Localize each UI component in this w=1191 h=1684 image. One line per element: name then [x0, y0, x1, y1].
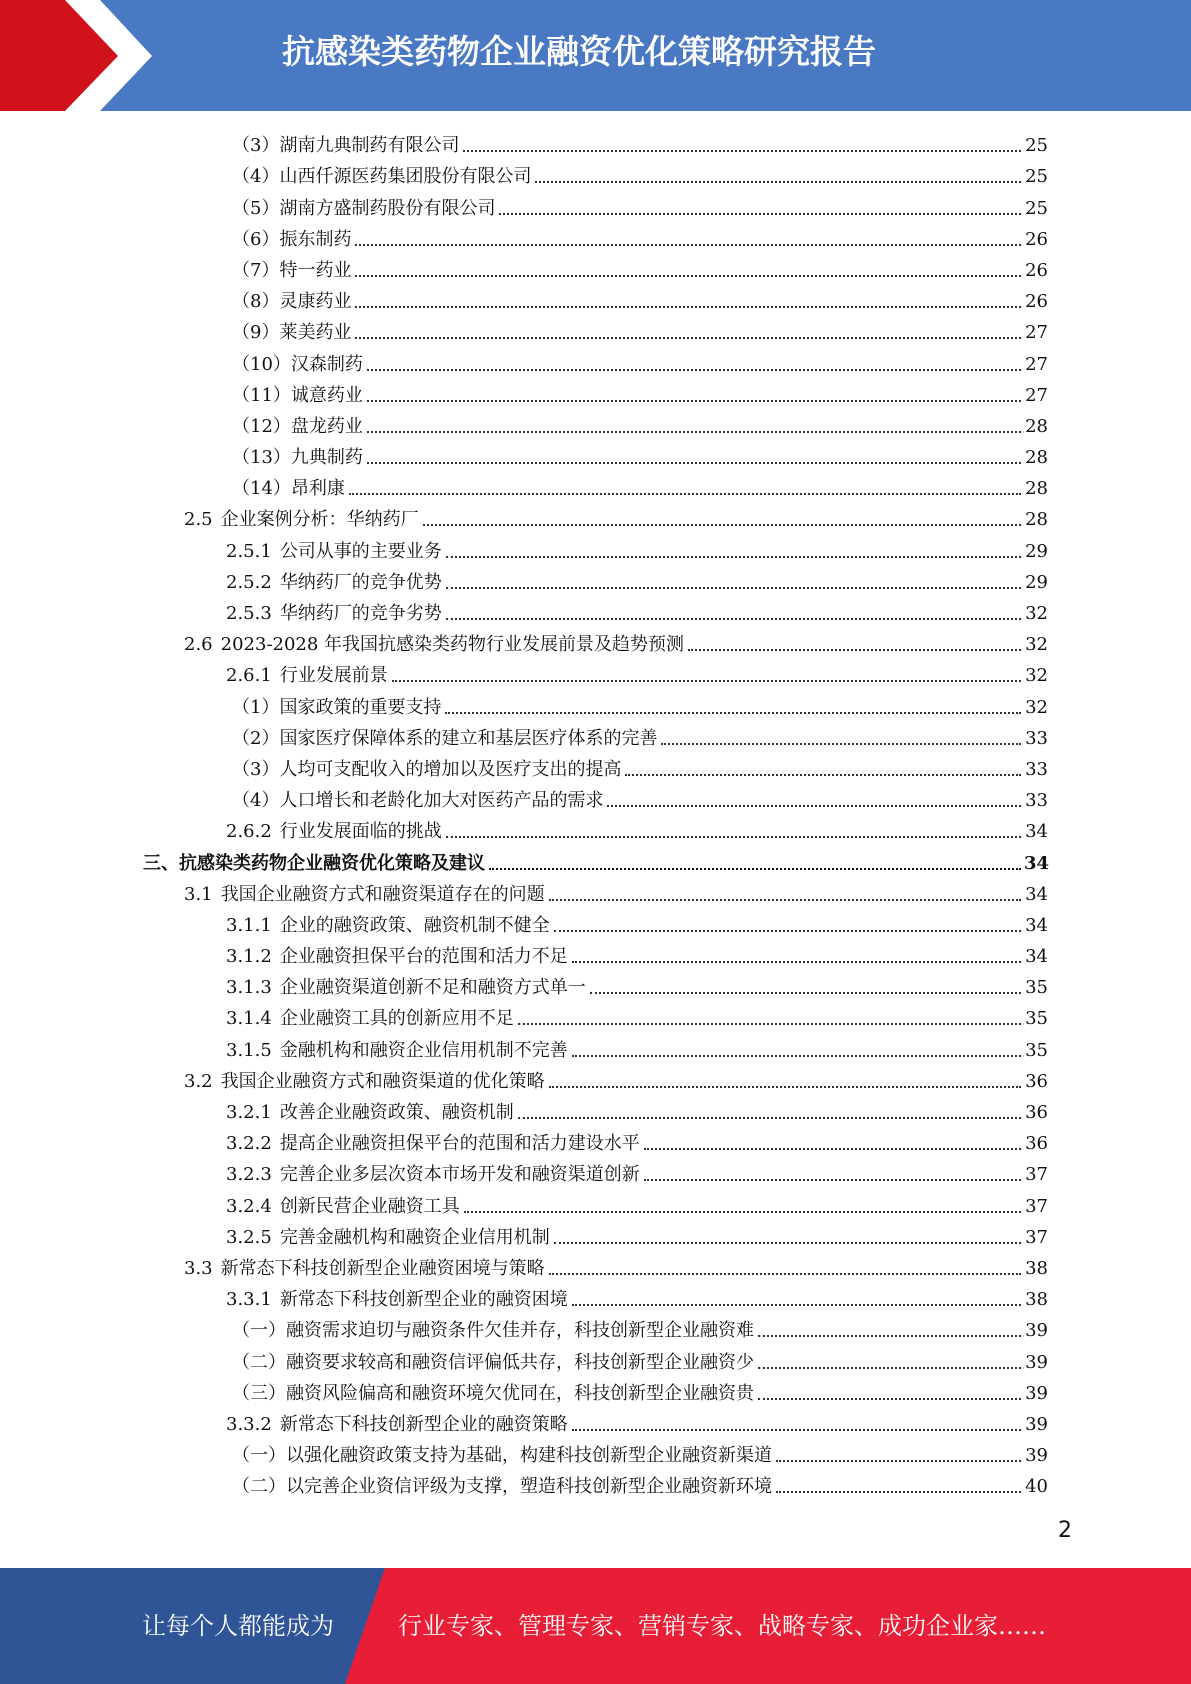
toc-entry-title: 完善金融机构和融资企业信用机制 [279, 1226, 550, 1248]
toc-entry-title: 我国企业融资方式和融资渠道存在的问题 [220, 883, 545, 905]
toc-entry-number: 2.5.2 [226, 571, 272, 593]
toc-entry-title: 融资风险偏高和融资环境欠优同在，科技创新型企业融资贵 [286, 1382, 754, 1404]
toc-entry-page: 36 [1025, 1070, 1048, 1092]
toc-leader-dots [349, 493, 1021, 495]
toc-entry-title: 金融机构和融资企业信用机制不完善 [279, 1039, 568, 1061]
toc-entry-number: 3.2.3 [226, 1164, 272, 1186]
toc-entry-page: 34 [1025, 946, 1048, 968]
toc-entry-page: 29 [1025, 540, 1048, 562]
toc-entry-title: 灵康药业 [279, 291, 352, 313]
toc-leader-dots [549, 1086, 1021, 1088]
toc-leader-dots [644, 1148, 1021, 1150]
toc-entry-title: 人均可支配收入的增加以及医疗支出的提高 [279, 758, 622, 780]
toc-entry-title: 华纳药厂的竞争优势 [279, 571, 442, 593]
toc-leader-dots [572, 1055, 1021, 1057]
toc-entry[interactable] [0, 188, 1191, 219]
toc-entry-number: 3.2.4 [226, 1195, 272, 1217]
toc-entry[interactable] [0, 563, 1191, 594]
toc-entry[interactable] [0, 1124, 1191, 1155]
toc-entry-number: （一） [232, 1320, 286, 1342]
toc-leader-dots [644, 1179, 1021, 1181]
toc-entry-title: 以强化融资政策支持为基础，构建科技创新型企业融资新渠道 [286, 1445, 772, 1467]
toc-entry-title: 企业的融资政策、融资机制不健全 [279, 914, 550, 936]
toc-leader-dots [355, 337, 1021, 339]
toc-entry-number: 3.1.1 [226, 914, 272, 936]
toc-entry-number: 3.3.1 [226, 1289, 272, 1311]
toc-entry-page: 26 [1025, 291, 1048, 313]
toc-entry-number: （8） [232, 291, 280, 313]
toc-leader-dots [572, 961, 1021, 963]
footer-slogan-left: 让每个人都能成为 [142, 1612, 334, 1640]
toc-entry[interactable] [0, 282, 1191, 313]
toc-leader-dots [445, 712, 1021, 714]
toc-entry-page: 35 [1025, 1008, 1048, 1030]
toc-entry[interactable] [0, 1249, 1191, 1280]
toc-entry-number: 3.2.2 [226, 1133, 272, 1155]
toc-entry[interactable] [0, 469, 1191, 500]
toc-entry-page: 27 [1025, 322, 1048, 344]
toc-entry[interactable] [0, 407, 1191, 438]
toc-entry-number: 3.1.3 [226, 977, 272, 999]
toc-entry-page: 36 [1025, 1102, 1048, 1123]
toc-entry-page: 32 [1025, 665, 1048, 687]
toc-entry-page: 33 [1025, 727, 1048, 749]
toc-entry-page: 26 [1025, 228, 1048, 250]
toc-entry-page: 32 [1025, 696, 1048, 718]
toc-entry[interactable] [0, 531, 1191, 562]
toc-leader-dots [446, 618, 1021, 620]
toc-entry-number: 3.1.4 [226, 1008, 272, 1030]
toc-entry-page: 37 [1025, 1164, 1048, 1186]
toc-entry-number: 3.3 [184, 1257, 213, 1279]
toc-entry-number: （3） [232, 758, 280, 780]
toc-leader-dots [572, 1304, 1021, 1306]
toc-leader-dots [367, 400, 1021, 402]
toc-entry-title: 昂利康 [290, 478, 345, 500]
toc-leader-dots [446, 556, 1021, 558]
toc-entry-number: 2.5.3 [226, 603, 272, 624]
toc-entry-title: 改善企业融资政策、融资机制 [279, 1102, 514, 1123]
toc-leader-dots [367, 431, 1021, 433]
toc-leader-dots [688, 649, 1021, 651]
toc-entry[interactable] [0, 220, 1191, 251]
toc-entry-page: 38 [1025, 1257, 1048, 1279]
toc-entry-page: 28 [1025, 509, 1048, 531]
toc-entry-page: 33 [1025, 758, 1048, 780]
toc-entry[interactable] [0, 1342, 1191, 1373]
toc-entry-number: 三、 [143, 852, 179, 874]
toc-leader-dots [355, 244, 1021, 246]
toc-entry[interactable] [0, 157, 1191, 188]
toc-entry-title: 湖南方盛制药股份有限公司 [279, 197, 496, 219]
toc-leader-dots [355, 275, 1021, 277]
toc-leader-dots [367, 369, 1021, 371]
footer-band [0, 1568, 1191, 1684]
header-band [0, 0, 1191, 111]
toc-entry-title: 创新民营企业融资工具 [279, 1195, 460, 1217]
toc-leader-dots [549, 899, 1021, 901]
toc-entry-title: 行业发展前景 [279, 665, 388, 687]
toc-entry[interactable] [0, 1280, 1191, 1311]
toc-entry-title: 我国企业融资方式和融资渠道的优化策略 [220, 1070, 545, 1092]
toc-entry-title: 企业融资渠道创新不足和融资方式单一 [279, 977, 586, 999]
toc-entry[interactable] [0, 376, 1191, 407]
table-of-contents [0, 126, 1191, 1498]
toc-entry-number: （5） [232, 197, 280, 219]
toc-entry-title: 企业融资担保平台的范围和活力不足 [279, 946, 568, 968]
toc-entry-title: 新常态下科技创新型企业融资困境与策略 [220, 1257, 545, 1279]
toc-entry[interactable] [0, 1093, 1191, 1124]
toc-entry-page: 40 [1025, 1476, 1048, 1498]
toc-entry-page: 38 [1025, 1289, 1048, 1311]
toc-leader-dots [446, 836, 1021, 838]
footer-slogan-right: 行业专家、管理专家、营销专家、战略专家、成功企业家…… [398, 1612, 1046, 1640]
toc-entry-page: 34 [1024, 852, 1050, 874]
toc-entry-number: 3.2.1 [226, 1102, 272, 1123]
toc-entry-number: （4） [232, 790, 280, 812]
toc-entry-page: 39 [1025, 1320, 1048, 1342]
toc-entry-page: 33 [1025, 790, 1048, 812]
toc-entry-number: 3.1.2 [226, 946, 272, 968]
toc-entry-title: 完善企业多层次资本市场开发和融资渠道创新 [279, 1164, 640, 1186]
toc-entry-title: 人口增长和老龄化加大对医药产品的需求 [279, 790, 604, 812]
toc-entry-page: 27 [1025, 384, 1048, 406]
toc-entry-title: 特一药业 [279, 259, 352, 281]
toc-entry[interactable] [0, 438, 1191, 469]
toc-entry-page: 32 [1025, 603, 1048, 624]
toc-entry-title: 新常态下科技创新型企业的融资困境 [279, 1289, 568, 1311]
toc-entry-page: 29 [1025, 571, 1048, 593]
toc-leader-dots [489, 868, 1021, 870]
toc-entry-title: 新常态下科技创新型企业的融资策略 [279, 1413, 568, 1435]
toc-leader-dots [590, 992, 1021, 994]
toc-leader-dots [554, 930, 1021, 932]
toc-leader-dots [535, 181, 1021, 183]
toc-entry-title: 行业发展面临的挑战 [279, 821, 442, 843]
toc-entry[interactable] [0, 968, 1191, 999]
toc-entry-title: 提高企业融资担保平台的范围和活力建设水平 [279, 1133, 640, 1155]
toc-entry-title: 湖南九典制药有限公司 [279, 135, 460, 157]
toc-leader-dots [463, 150, 1021, 152]
toc-entry-page: 37 [1025, 1226, 1048, 1248]
toc-entry-page: 26 [1025, 259, 1048, 281]
toc-leader-dots [607, 805, 1021, 807]
toc-entry-page: 28 [1025, 447, 1048, 469]
toc-entry-page: 28 [1025, 478, 1048, 500]
toc-entry-number: （一） [232, 1445, 286, 1467]
toc-entry-number: 2.6.1 [226, 665, 272, 687]
toc-entry-number: （13） [232, 447, 291, 469]
toc-entry[interactable] [0, 313, 1191, 344]
toc-entry-title: 诚意药业 [290, 384, 363, 406]
toc-leader-dots [446, 587, 1021, 589]
toc-entry-title: 莱美药业 [279, 322, 352, 344]
toc-leader-dots [518, 1117, 1021, 1119]
toc-entry[interactable] [0, 906, 1191, 937]
toc-leader-dots [758, 1367, 1021, 1369]
toc-entry[interactable] [0, 594, 1191, 625]
page-number: 2 [1058, 1518, 1072, 1543]
toc-entry[interactable] [0, 1186, 1191, 1217]
toc-leader-dots [518, 1023, 1021, 1025]
toc-entry-page: 27 [1025, 353, 1048, 375]
toc-entry-page: 32 [1025, 634, 1048, 656]
toc-entry-title: 2023-2028 年我国抗感染类药物行业发展前景及趋势预测 [220, 634, 685, 656]
toc-entry[interactable] [0, 937, 1191, 968]
toc-entry[interactable] [0, 812, 1191, 843]
toc-entry-page: 34 [1025, 883, 1048, 905]
toc-entry-page: 39 [1025, 1445, 1048, 1467]
toc-entry-page: 35 [1025, 977, 1048, 999]
toc-leader-dots [464, 1211, 1021, 1213]
toc-entry[interactable] [0, 1436, 1191, 1467]
toc-entry-number: （1） [232, 696, 280, 718]
toc-leader-dots [776, 1491, 1021, 1493]
toc-entry-page: 39 [1025, 1382, 1048, 1404]
toc-leader-dots [661, 743, 1021, 745]
toc-entry-title: 汉森制药 [290, 353, 363, 375]
toc-entry-page: 36 [1025, 1133, 1048, 1155]
toc-entry-page: 25 [1025, 166, 1048, 188]
toc-entry-number: 3.1 [184, 883, 213, 905]
toc-leader-dots [776, 1460, 1021, 1462]
toc-entry[interactable] [0, 1155, 1191, 1186]
toc-entry-title: 企业案例分析：华纳药厂 [220, 509, 419, 531]
toc-entry-title: 国家政策的重要支持 [279, 696, 442, 718]
toc-entry[interactable] [0, 1030, 1191, 1061]
toc-entry-number: 2.5 [184, 509, 213, 531]
toc-entry-number: （14） [232, 478, 291, 500]
toc-entry-page: 34 [1025, 914, 1048, 936]
toc-entry-page: 39 [1025, 1413, 1048, 1435]
report-title: 抗感染类药物企业融资优化策略研究报告 [282, 32, 876, 71]
toc-entry-page: 25 [1025, 197, 1048, 219]
toc-entry[interactable] [0, 1218, 1191, 1249]
toc-entry-title: 企业融资工具的创新应用不足 [279, 1008, 514, 1030]
toc-entry-number: （11） [232, 384, 291, 406]
toc-entry-number: （7） [232, 259, 280, 281]
toc-entry[interactable] [0, 1374, 1191, 1405]
toc-entry-number: （3） [232, 135, 280, 157]
toc-entry-number: （二） [232, 1476, 286, 1498]
toc-entry[interactable] [0, 1405, 1191, 1436]
toc-entry-title: 山西仟源医药集团股份有限公司 [279, 166, 532, 188]
toc-entry-title: 公司从事的主要业务 [279, 540, 442, 562]
toc-leader-dots [392, 680, 1021, 682]
toc-entry-number: （10） [232, 353, 291, 375]
toc-entry-number: （二） [232, 1351, 286, 1373]
toc-entry-title: 融资要求较高和融资信评偏低共存，科技创新型企业融资少 [286, 1351, 754, 1373]
toc-entry-title: 九典制药 [290, 447, 363, 469]
toc-leader-dots [758, 1398, 1021, 1400]
toc-leader-dots [499, 213, 1021, 215]
toc-entry-title: 以完善企业资信评级为支撑，塑造科技创新型企业融资新环境 [286, 1476, 772, 1498]
toc-entry-title: 国家医疗保障体系的建立和基层医疗体系的完善 [279, 727, 658, 749]
toc-entry[interactable] [0, 781, 1191, 812]
toc-entry-page: 34 [1025, 821, 1048, 843]
toc-entry-number: 2.6.2 [226, 821, 272, 843]
toc-entry[interactable] [0, 719, 1191, 750]
toc-entry-number: （12） [232, 415, 291, 437]
toc-entry-number: （三） [232, 1382, 286, 1404]
toc-entry-title: 振东制药 [279, 228, 352, 250]
toc-leader-dots [549, 1273, 1021, 1275]
toc-entry-number: （9） [232, 322, 280, 344]
toc-entry[interactable] [0, 500, 1191, 531]
toc-entry-title: 盘龙药业 [290, 415, 363, 437]
toc-entry[interactable] [0, 1062, 1191, 1093]
toc-entry[interactable] [0, 875, 1191, 906]
toc-entry[interactable] [0, 687, 1191, 718]
toc-entry-page: 37 [1025, 1195, 1048, 1217]
red-chevron-logo [0, 0, 160, 111]
toc-entry[interactable] [0, 843, 1191, 874]
toc-entry-page: 28 [1025, 415, 1048, 437]
toc-entry[interactable] [0, 750, 1191, 781]
toc-entry-number: （6） [232, 228, 280, 250]
toc-entry-page: 39 [1025, 1351, 1048, 1373]
toc-entry[interactable] [0, 1467, 1191, 1498]
toc-entry[interactable] [0, 999, 1191, 1030]
toc-entry[interactable] [0, 251, 1191, 282]
toc-entry-number: 3.2.5 [226, 1226, 272, 1248]
toc-entry-title: 抗感染类药物企业融资优化策略及建议 [179, 852, 485, 874]
toc-entry-title: 融资需求迫切与融资条件欠佳并存，科技创新型企业融资难 [286, 1320, 754, 1342]
toc-leader-dots [572, 1429, 1021, 1431]
toc-entry[interactable] [0, 344, 1191, 375]
toc-entry-number: 2.6 [184, 634, 213, 656]
toc-leader-dots [355, 306, 1021, 308]
toc-entry-number: 3.2 [184, 1070, 213, 1092]
toc-entry[interactable] [0, 625, 1191, 656]
toc-entry[interactable] [0, 126, 1191, 157]
toc-entry-number: 3.1.5 [226, 1039, 272, 1061]
toc-leader-dots [625, 774, 1021, 776]
toc-entry-number: （2） [232, 727, 280, 749]
toc-entry-number: （4） [232, 166, 280, 188]
toc-entry[interactable] [0, 1311, 1191, 1342]
toc-entry-title: 华纳药厂的竞争劣势 [279, 603, 442, 624]
toc-entry[interactable] [0, 656, 1191, 687]
toc-leader-dots [554, 1242, 1021, 1244]
toc-leader-dots [758, 1335, 1021, 1337]
toc-entry-number: 2.5.1 [226, 540, 272, 562]
toc-entry-page: 25 [1025, 135, 1048, 157]
toc-entry-page: 35 [1025, 1039, 1048, 1061]
toc-leader-dots [367, 462, 1021, 464]
toc-leader-dots [423, 524, 1021, 526]
toc-entry-number: 3.3.2 [226, 1413, 272, 1435]
